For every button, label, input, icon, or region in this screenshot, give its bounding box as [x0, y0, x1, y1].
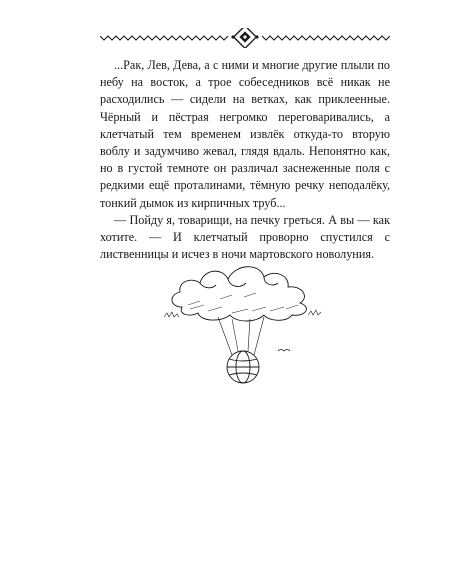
- zigzag-left: [100, 36, 228, 40]
- header-ornament: [100, 28, 390, 48]
- cloud-balloon-illustration: [160, 255, 330, 390]
- body-text: [100, 57, 390, 263]
- bird-icon: [278, 350, 290, 352]
- diamond-ornament-icon: [231, 28, 258, 48]
- globe-icon: [227, 351, 259, 383]
- zigzag-right: [262, 36, 390, 40]
- cloud-icon: [172, 267, 306, 321]
- balloon-ropes: [218, 317, 264, 355]
- paragraph-1: ...Рак, Лев, Дева, а с ними и многие другие плыли по небу на восток, а трое собеседников всё никак не расходились — сидели на ветках, как приклеенные. Чёрный и пёстрая негромко переговаривались, а клетчатый тем временем извлёк откуда-то вторую воблу и задумчиво жевал, глядя вдаль. Непонятно как, но в густой темноте он различал заснеженные поля с редкими ещё проталинами, тёмную речку неподалёку, тонкий дымок из кирпичных труб...: [100, 58, 390, 210]
- paragraph-2: — Пойду я, товарищи, на печку греться. А вы — как хотите. — И клетчатый проворно спустился с лиственницы и исчез в ночи мартовского новолуния.: [100, 212, 390, 262]
